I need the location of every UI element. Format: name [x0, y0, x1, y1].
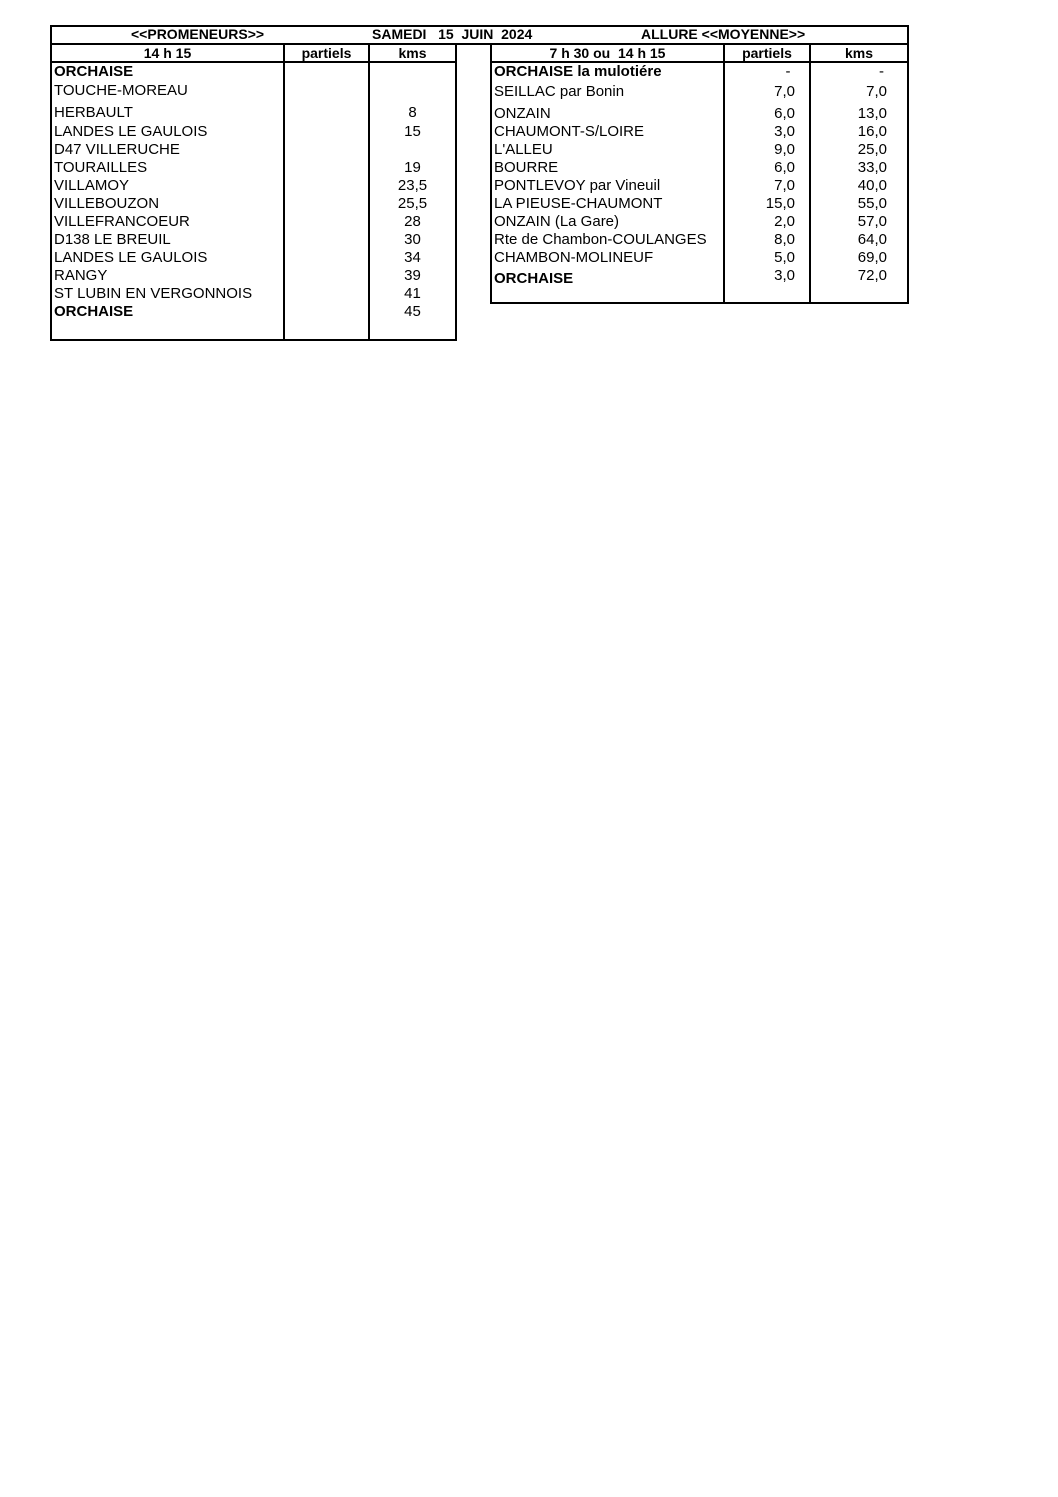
right-kms: 25,0	[857, 141, 887, 158]
left-place: LANDES LE GAULOIS	[54, 123, 208, 140]
left-kms: 25,5	[397, 195, 428, 212]
left-kms: 34	[404, 249, 421, 266]
right-place: SEILLAC par Bonin	[494, 83, 625, 100]
right-col-kms: kms	[844, 45, 874, 61]
left-col-divider-1	[283, 43, 285, 341]
left-place: D47 VILLERUCHE	[54, 141, 180, 158]
left-col-time: 14 h 15	[143, 45, 192, 61]
left-place: LANDES LE GAULOIS	[54, 249, 208, 266]
left-place: TOUCHE-MOREAU	[54, 82, 188, 99]
left-place: HERBAULT	[54, 104, 133, 121]
right-partiel: 5,0	[774, 249, 795, 266]
right-partiel: 9,0	[774, 141, 795, 158]
left-kms: 8	[408, 104, 417, 121]
right-place: LA PIEUSE-CHAUMONT	[494, 195, 663, 212]
left-kms: 39	[404, 267, 421, 284]
right-kms: 57,0	[857, 213, 887, 230]
right-kms: -	[879, 63, 884, 80]
right-partiel: 15,0	[765, 195, 795, 212]
right-place: CHAUMONT-S/LOIRE	[494, 123, 645, 140]
left-place: TOURAILLES	[54, 159, 148, 176]
right-place: ONZAIN (La Gare)	[494, 213, 620, 230]
right-place: ONZAIN	[494, 105, 551, 122]
right-place: PONTLEVOY par Vineuil	[494, 177, 661, 194]
right-partiel: 6,0	[774, 159, 795, 176]
left-col-partiels: partiels	[301, 45, 352, 61]
left-kms: 41	[404, 285, 421, 302]
right-place: CHAMBON-MOLINEUF	[494, 249, 654, 266]
left-kms: 45	[404, 303, 421, 320]
left-place: ORCHAISE	[54, 303, 134, 320]
right-kms: 64,0	[857, 231, 887, 248]
right-place: BOURRE	[494, 159, 559, 176]
right-partiel: 7,0	[774, 83, 795, 100]
right-kms: 13,0	[857, 105, 887, 122]
right-kms: 40,0	[857, 177, 887, 194]
right-kms: 33,0	[857, 159, 887, 176]
left-place: D138 LE BREUIL	[54, 231, 171, 248]
left-place: ST LUBIN EN VERGONNOIS	[54, 285, 253, 302]
right-col-partiels: partiels	[742, 45, 792, 61]
left-kms: 28	[404, 213, 421, 230]
left-place: VILLEBOUZON	[54, 195, 160, 212]
right-kms: 55,0	[857, 195, 887, 212]
left-place: VILLAMOY	[54, 177, 130, 194]
left-kms: 19	[404, 159, 421, 176]
right-partiel: 6,0	[774, 105, 795, 122]
right-partiel: 7,0	[774, 177, 795, 194]
right-partiel: 3,0	[774, 267, 795, 284]
right-partiel: 2,0	[774, 213, 795, 230]
right-place: Rte de Chambon-COULANGES	[494, 231, 707, 248]
left-col-kms: kms	[398, 45, 427, 61]
right-kms: 7,0	[866, 83, 887, 100]
left-place: VILLEFRANCOEUR	[54, 213, 190, 230]
right-place: ORCHAISE la mulotiére	[494, 63, 662, 80]
left-kms: 23,5	[397, 177, 428, 194]
left-place: RANGY	[54, 267, 108, 284]
right-kms: 72,0	[857, 267, 887, 284]
right-kms: 69,0	[857, 249, 887, 266]
right-partiel: 8,0	[774, 231, 795, 248]
header-allure: ALLURE <<MOYENNE>>	[641, 26, 806, 42]
right-partiel: -	[785, 63, 791, 80]
right-place: ORCHAISE	[494, 270, 574, 287]
left-kms: 30	[404, 231, 421, 248]
header-date: SAMEDI 15 JUIN 2024	[372, 26, 533, 42]
left-kms: 15	[404, 123, 421, 140]
right-kms: 16,0	[857, 123, 887, 140]
header-promeneurs: <<PROMENEURS>>	[131, 26, 265, 42]
right-partiel: 3,0	[774, 123, 795, 140]
left-place: ORCHAISE	[54, 63, 134, 80]
right-col-time: 7 h 30 ou 14 h 15	[549, 45, 666, 61]
right-place: L'ALLEU	[494, 141, 553, 158]
